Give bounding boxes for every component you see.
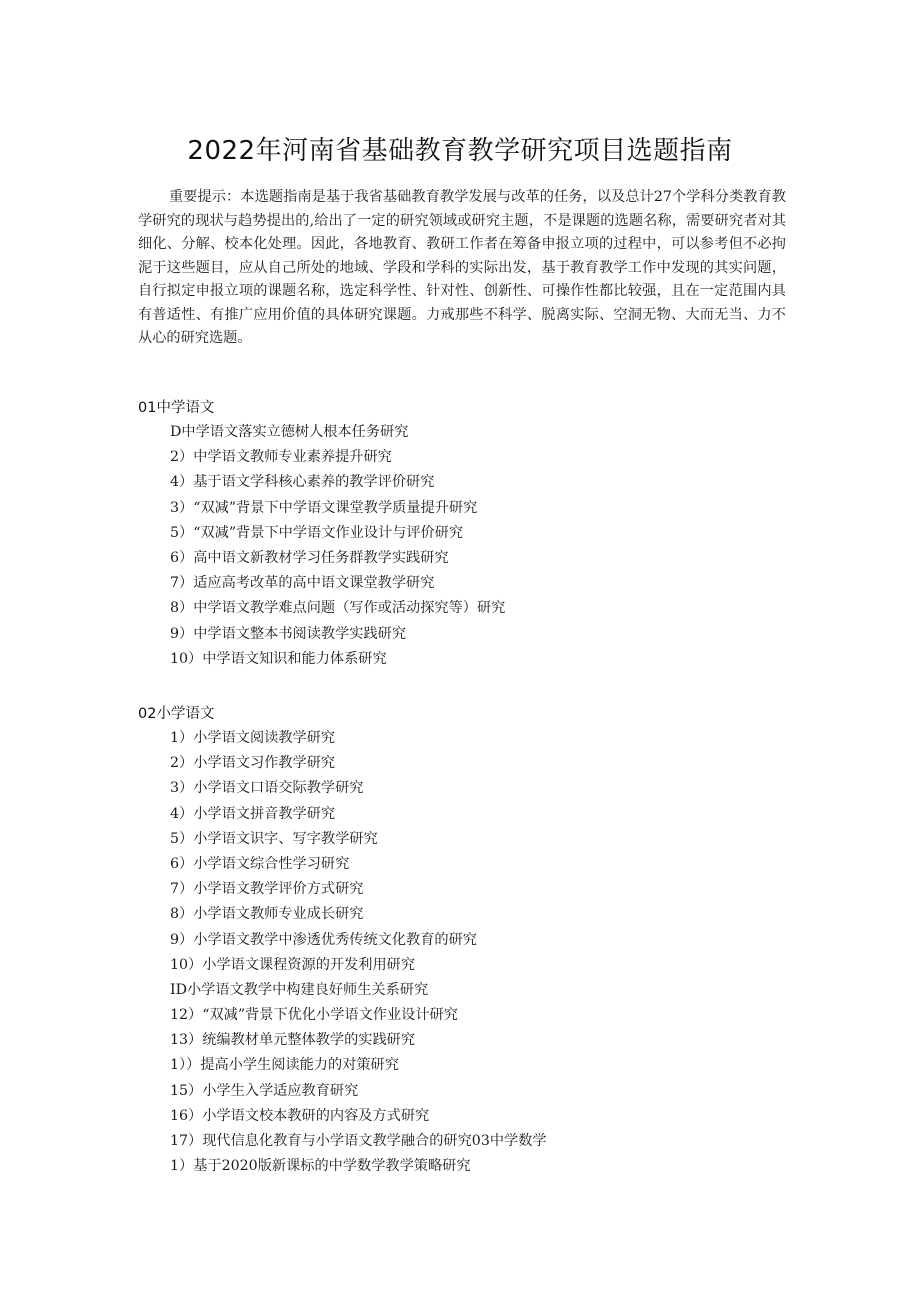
list-item: 1）基于2020版新课标的中学数学教学策略研究 xyxy=(170,1158,471,1175)
list-item: 13）统编教材单元整体教学的实践研究 xyxy=(170,1032,416,1049)
list-item: 4）基于语文学科核心素养的教学评价研究 xyxy=(170,474,435,491)
list-item: 7）适应高考改革的高中语文课堂教学研究 xyxy=(170,575,435,592)
list-item: 7）小学语文教学评价方式研究 xyxy=(170,881,364,898)
list-item: 1））提高小学生阅读能力的对策研究 xyxy=(170,1057,399,1074)
list-item: 3）“双减”背景下中学语文课堂教学质量提升研究 xyxy=(170,499,478,516)
list-item: 10）小学语文课程资源的开发利用研究 xyxy=(170,956,416,973)
list-item: 9）小学语文教学中渗透优秀传统文化教育的研究 xyxy=(170,931,477,948)
list-item: 3）小学语文口语交际教学研究 xyxy=(170,780,364,797)
list-item: 1）小学语文阅读教学研究 xyxy=(170,730,336,746)
list-item: ID小学语文教学中构建良好师生关系研究 xyxy=(170,981,429,998)
section-heading-middle-school-chinese: 01中学语文 xyxy=(138,400,215,416)
list-item: 2）中学语文教师专业素养提升研究 xyxy=(170,449,392,466)
list-item: D中学语文落实立德树人根本任务研究 xyxy=(170,424,409,440)
list-item: 8）中学语文教学难点问题（写作或活动探究等）研究 xyxy=(170,600,506,617)
topic-list-middle-school-chinese xyxy=(170,420,505,672)
list-item: 4）小学语文拼音教学研究 xyxy=(170,805,336,822)
list-item: 5）“双减”背景下中学语文作业设计与评价研究 xyxy=(170,524,464,541)
topic-list-primary-school-chinese xyxy=(170,726,547,1179)
list-item: 15）小学生入学适应教育研究 xyxy=(170,1082,359,1099)
list-item: 16）小学语文校本教研的内容及方式研究 xyxy=(170,1107,430,1124)
list-item: 12）“双减”背景下优化小学语文作业设计研究 xyxy=(170,1007,458,1024)
section-heading-primary-school-chinese: 02小学语文 xyxy=(138,706,215,722)
list-item: 8）小学语文教师专业成长研究 xyxy=(170,906,364,923)
document-title: 2022年河南省基础教育教学研究项目选题指南 xyxy=(187,136,733,166)
intro-paragraph: 重要提示：本选题指南是基于我省基础教育教学发展与改革的任务，以及总计27个学科分类教育教学研究的现状与趋势提出的,给出了一定的研究领域或研究主题，不是课题的选题名称，需要研究者对其细化、分解、校本化处理。因此，各地教育、教研工作者在筹备申报立项的过程中，可以参考但不必拘泥于这些题目，应从自己所处的地域、学段和学科的实际出发，基于教育教学工作中发现的其实问题，自行拟定申报立项的课题名称，选定科学性、针对性、创新性、可操作性都比较强，且在一定范围内具有普适性、有推广应用价值的具体研究课题。力戒那些不科学、脱离实际、空洞无物、大而无当、力不从心的研究选题。 xyxy=(138,189,786,346)
list-item: 2）小学语文习作教学研究 xyxy=(170,755,336,772)
list-item: 10）中学语文知识和能力体系研究 xyxy=(170,650,387,667)
list-item: 5）小学语文识字、写字教学研究 xyxy=(170,830,378,847)
list-item: 6）小学语文综合性学习研究 xyxy=(170,855,350,872)
list-item: 6）高中语文新教材学习任务群教学实践研究 xyxy=(170,549,449,566)
list-item: 9）中学语文整本书阅读教学实践研究 xyxy=(170,625,407,642)
list-item: 17）现代信息化教育与小学语文教学融合的研究03中学数学 xyxy=(170,1133,547,1149)
